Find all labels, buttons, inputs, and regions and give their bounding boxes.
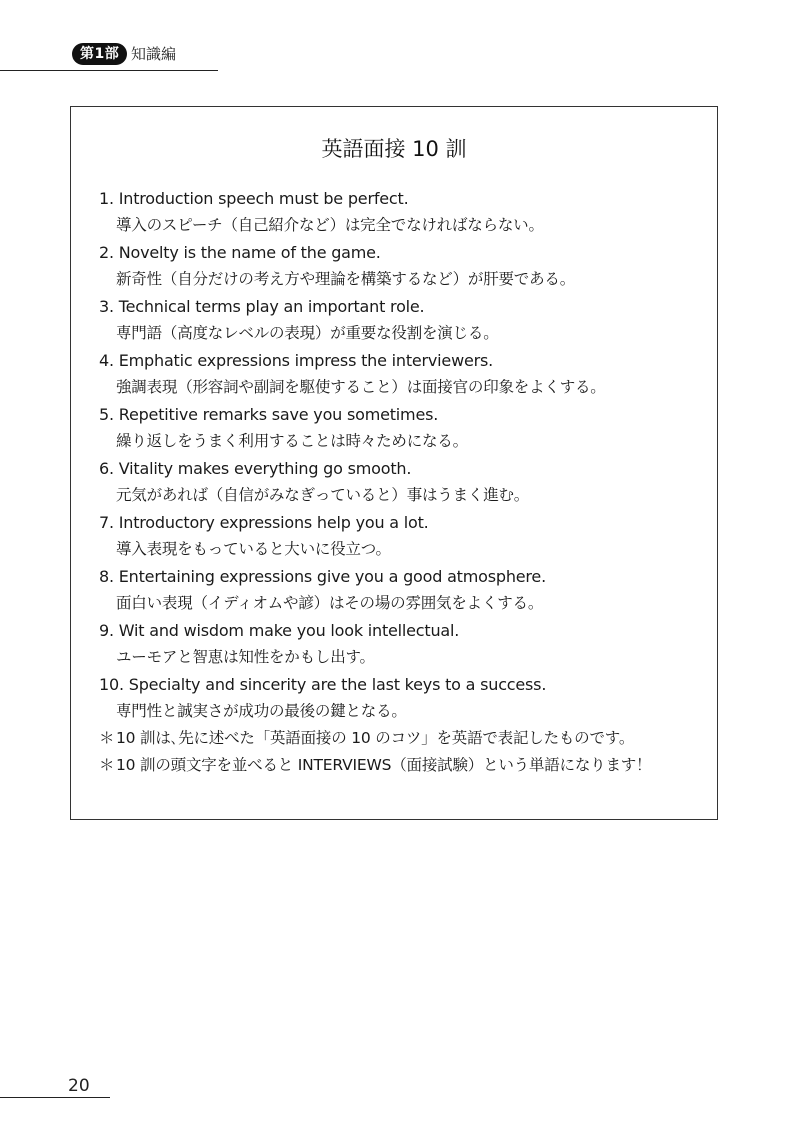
rule-english: 4. Emphatic expressions impress the interviewers.	[99, 351, 494, 370]
rule-japanese: 繰り返しをうまく利用することは時々ためになる。	[116, 432, 468, 450]
rules-list	[99, 185, 709, 725]
rule-english: 7. Introductory expressions help you a lot.	[99, 513, 429, 532]
rule-english: 10. Specialty and sincerity are the last keys to a success.	[99, 675, 547, 694]
part-name: 知識編	[131, 45, 177, 63]
box-title: 英語面接 10 訓	[321, 137, 467, 161]
note-text: 10 訓は､先に述べた「英語面接の 10 のコツ」を英語で表記したものです。	[116, 729, 635, 747]
footer-divider	[0, 1097, 110, 1098]
rule-japanese: 強調表現（形容詞や副詞を駆使すること）は面接官の印象をよくする。	[116, 378, 606, 396]
note-item	[99, 752, 709, 779]
rule-item	[99, 671, 709, 725]
rule-item	[99, 563, 709, 617]
rule-item	[99, 617, 709, 671]
rule-item	[99, 185, 709, 239]
rule-item	[99, 239, 709, 293]
running-header	[0, 40, 218, 71]
rule-english: 5. Repetitive remarks save you sometimes.	[99, 405, 439, 424]
note-text: 10 訓の頭文字を並べると INTERVIEWS（面接試験）という単語になります！	[116, 756, 652, 774]
rule-english: 9. Wit and wisdom make you look intellectual.	[99, 621, 460, 640]
rule-item	[99, 401, 709, 455]
page-number: 20	[68, 1076, 90, 1096]
note-item	[99, 725, 709, 752]
rule-english: 3. Technical terms play an important role.	[99, 297, 425, 316]
notes	[99, 725, 709, 779]
rule-item	[99, 455, 709, 509]
ten-rules-box	[70, 106, 718, 820]
rule-japanese: ユーモアと智恵は知性をかもし出す。	[116, 648, 375, 666]
rule-japanese: 専門性と誠実さが成功の最後の鍵となる。	[116, 702, 407, 720]
asterisk-mark: ＊	[99, 756, 115, 774]
rule-japanese: 新奇性（自分だけの考え方や理論を構築するなど）が肝要である。	[116, 270, 576, 288]
part-badge: 第1部	[72, 43, 127, 65]
rule-item	[99, 293, 709, 347]
rule-item	[99, 347, 709, 401]
rule-japanese: 面白い表現（イディオムや諺）はその場の雰囲気をよくする。	[116, 594, 544, 612]
rule-japanese: 導入表現をもっていると大いに役立つ。	[116, 540, 391, 558]
rule-japanese: 元気があれば（自信がみなぎっていると）事はうまく進む。	[116, 486, 530, 504]
rule-english: 6. Vitality makes everything go smooth.	[99, 459, 412, 478]
rule-english: 1. Introduction speech must be perfect.	[99, 189, 409, 208]
rule-japanese: 導入のスピーチ（自己紹介など）は完全でなければならない。	[116, 216, 544, 234]
asterisk-mark: ＊	[99, 729, 115, 747]
rule-english: 2. Novelty is the name of the game.	[99, 243, 381, 262]
rule-english: 8. Entertaining expressions give you a good atmosphere.	[99, 567, 546, 586]
rule-item	[99, 509, 709, 563]
rule-japanese: 専門語（高度なレベルの表現）が重要な役割を演じる。	[116, 324, 499, 342]
